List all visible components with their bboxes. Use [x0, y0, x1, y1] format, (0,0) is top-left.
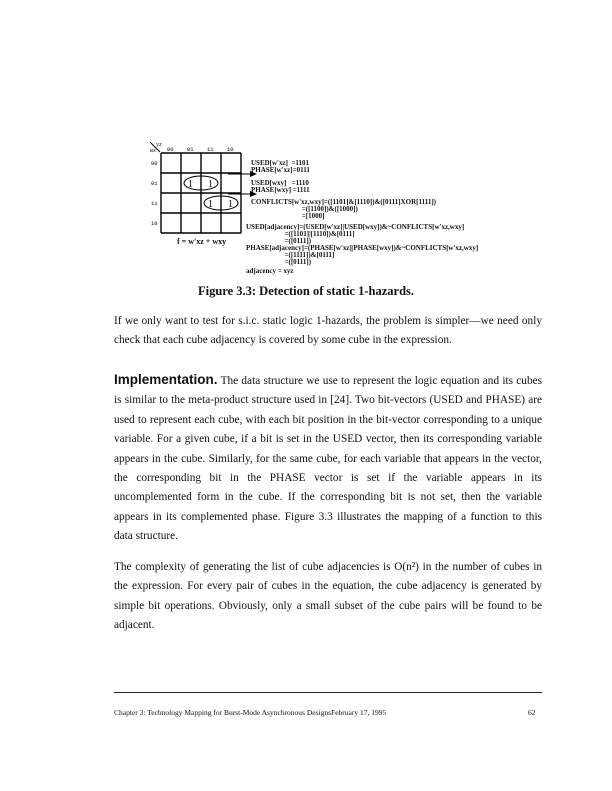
kmap-row-label: 00 [151, 160, 158, 167]
equation-line: =([0111]) [246, 237, 312, 245]
equation-line: =([1101]|[1110])&[0111] [246, 230, 355, 238]
footer-rule [114, 692, 542, 693]
equation-line: =([1100])&([1000]) [251, 205, 358, 213]
equation-line: PHASE[w'xz]=0111 [251, 166, 310, 174]
kmap-col-label: 11 [207, 146, 214, 153]
kmap-col-label: 01 [187, 146, 194, 153]
kmap-col-label: 00 [167, 146, 174, 153]
kmap-cell: 1 [208, 179, 213, 190]
kmap-cell: 1 [228, 199, 233, 210]
footer-chapter: Chapter 3: Technology Mapping for Burst-Mode Asynchronous DesignsFebruary 17, 1995 [114, 708, 387, 717]
figure-caption: Figure 3.3: Detection of static 1-hazards. [197, 284, 415, 298]
equation-line: USED[adjacency]=(USED[w'xz]|USED[wxy])&~CONFLICTS[w'xz,wxy] [246, 223, 465, 231]
equation-line: =([0111]) [246, 258, 312, 266]
paragraph-3: The complexity of generating the list of cube adjacencies is O(n²) in the number of cubes in the expression. For every pair of cubes in the equation, the cube adjacency is generated by simple bit operations. Obviously, only a small subset of the cube pairs will be found to be adjacent. [114, 561, 542, 632]
paragraph-1: If we only want to test for s.i.c. static logic 1-hazards, the problem is simpler—we need only check that each cube adjacency is covered by some cube in the expression. [114, 315, 542, 347]
equation-line: =[1000] [251, 212, 325, 220]
kmap-row-label: 01 [151, 180, 158, 187]
equation-line: adjacency = xyz [246, 267, 294, 275]
equation-line: PHASE[wxy] =1111 [251, 186, 310, 194]
kmap-cell: 1 [208, 199, 213, 210]
equation-line: USED[wxy] =1110 [251, 179, 309, 187]
equation-line: PHASE[adjacency]=(PHASE[w'xz]|PHASE[wxy])&~CONFLICTS[w'xz,wxy] [246, 244, 479, 252]
kmap-row-label: 11 [151, 200, 158, 207]
kmap-row-label: 10 [151, 220, 158, 227]
page-number: 62 [528, 708, 536, 717]
kmap-function: f = w'xz + wxy [177, 237, 227, 246]
equation-line: USED[w'xz] =1101 [251, 159, 310, 167]
kmap-var-left: wx [150, 148, 157, 154]
equation-line: CONFLICTS[w'xz,wxy]=([1101]&[1110])&([0111]XOR[1111]) [251, 198, 437, 206]
paragraph-2-text: The data structure we use to represent the logic equation and its cubes is similar to the meta-product structure used in [24]. Two bit-vectors (USED and PHASE) are used to represent each cube, with each bit position in the bit-vector corresponding to a unique variable. For a given cube, if a bit is set in the USED vector, then its corresponding variable appears in the cube. Similarly, for the same cube, for each variable that appears in the vector, the corresponding bit in the PHASE vector is set if the variable appears in its uncomplemented form in the cube. If the corresponding bit is not set, then the variable appears in its complemented phase. Figure 3.3 illustrates the mapping of a function to this data structure. [114, 375, 543, 543]
paragraph-2 [114, 370, 542, 547]
kmap-col-label: 10 [227, 146, 234, 153]
implementation-heading: Implementation. [114, 372, 218, 387]
equation-line: =([1111])&[0111] [246, 251, 335, 259]
kmap-var-top: yz [156, 142, 163, 148]
kmap-cell: 1 [188, 179, 193, 190]
